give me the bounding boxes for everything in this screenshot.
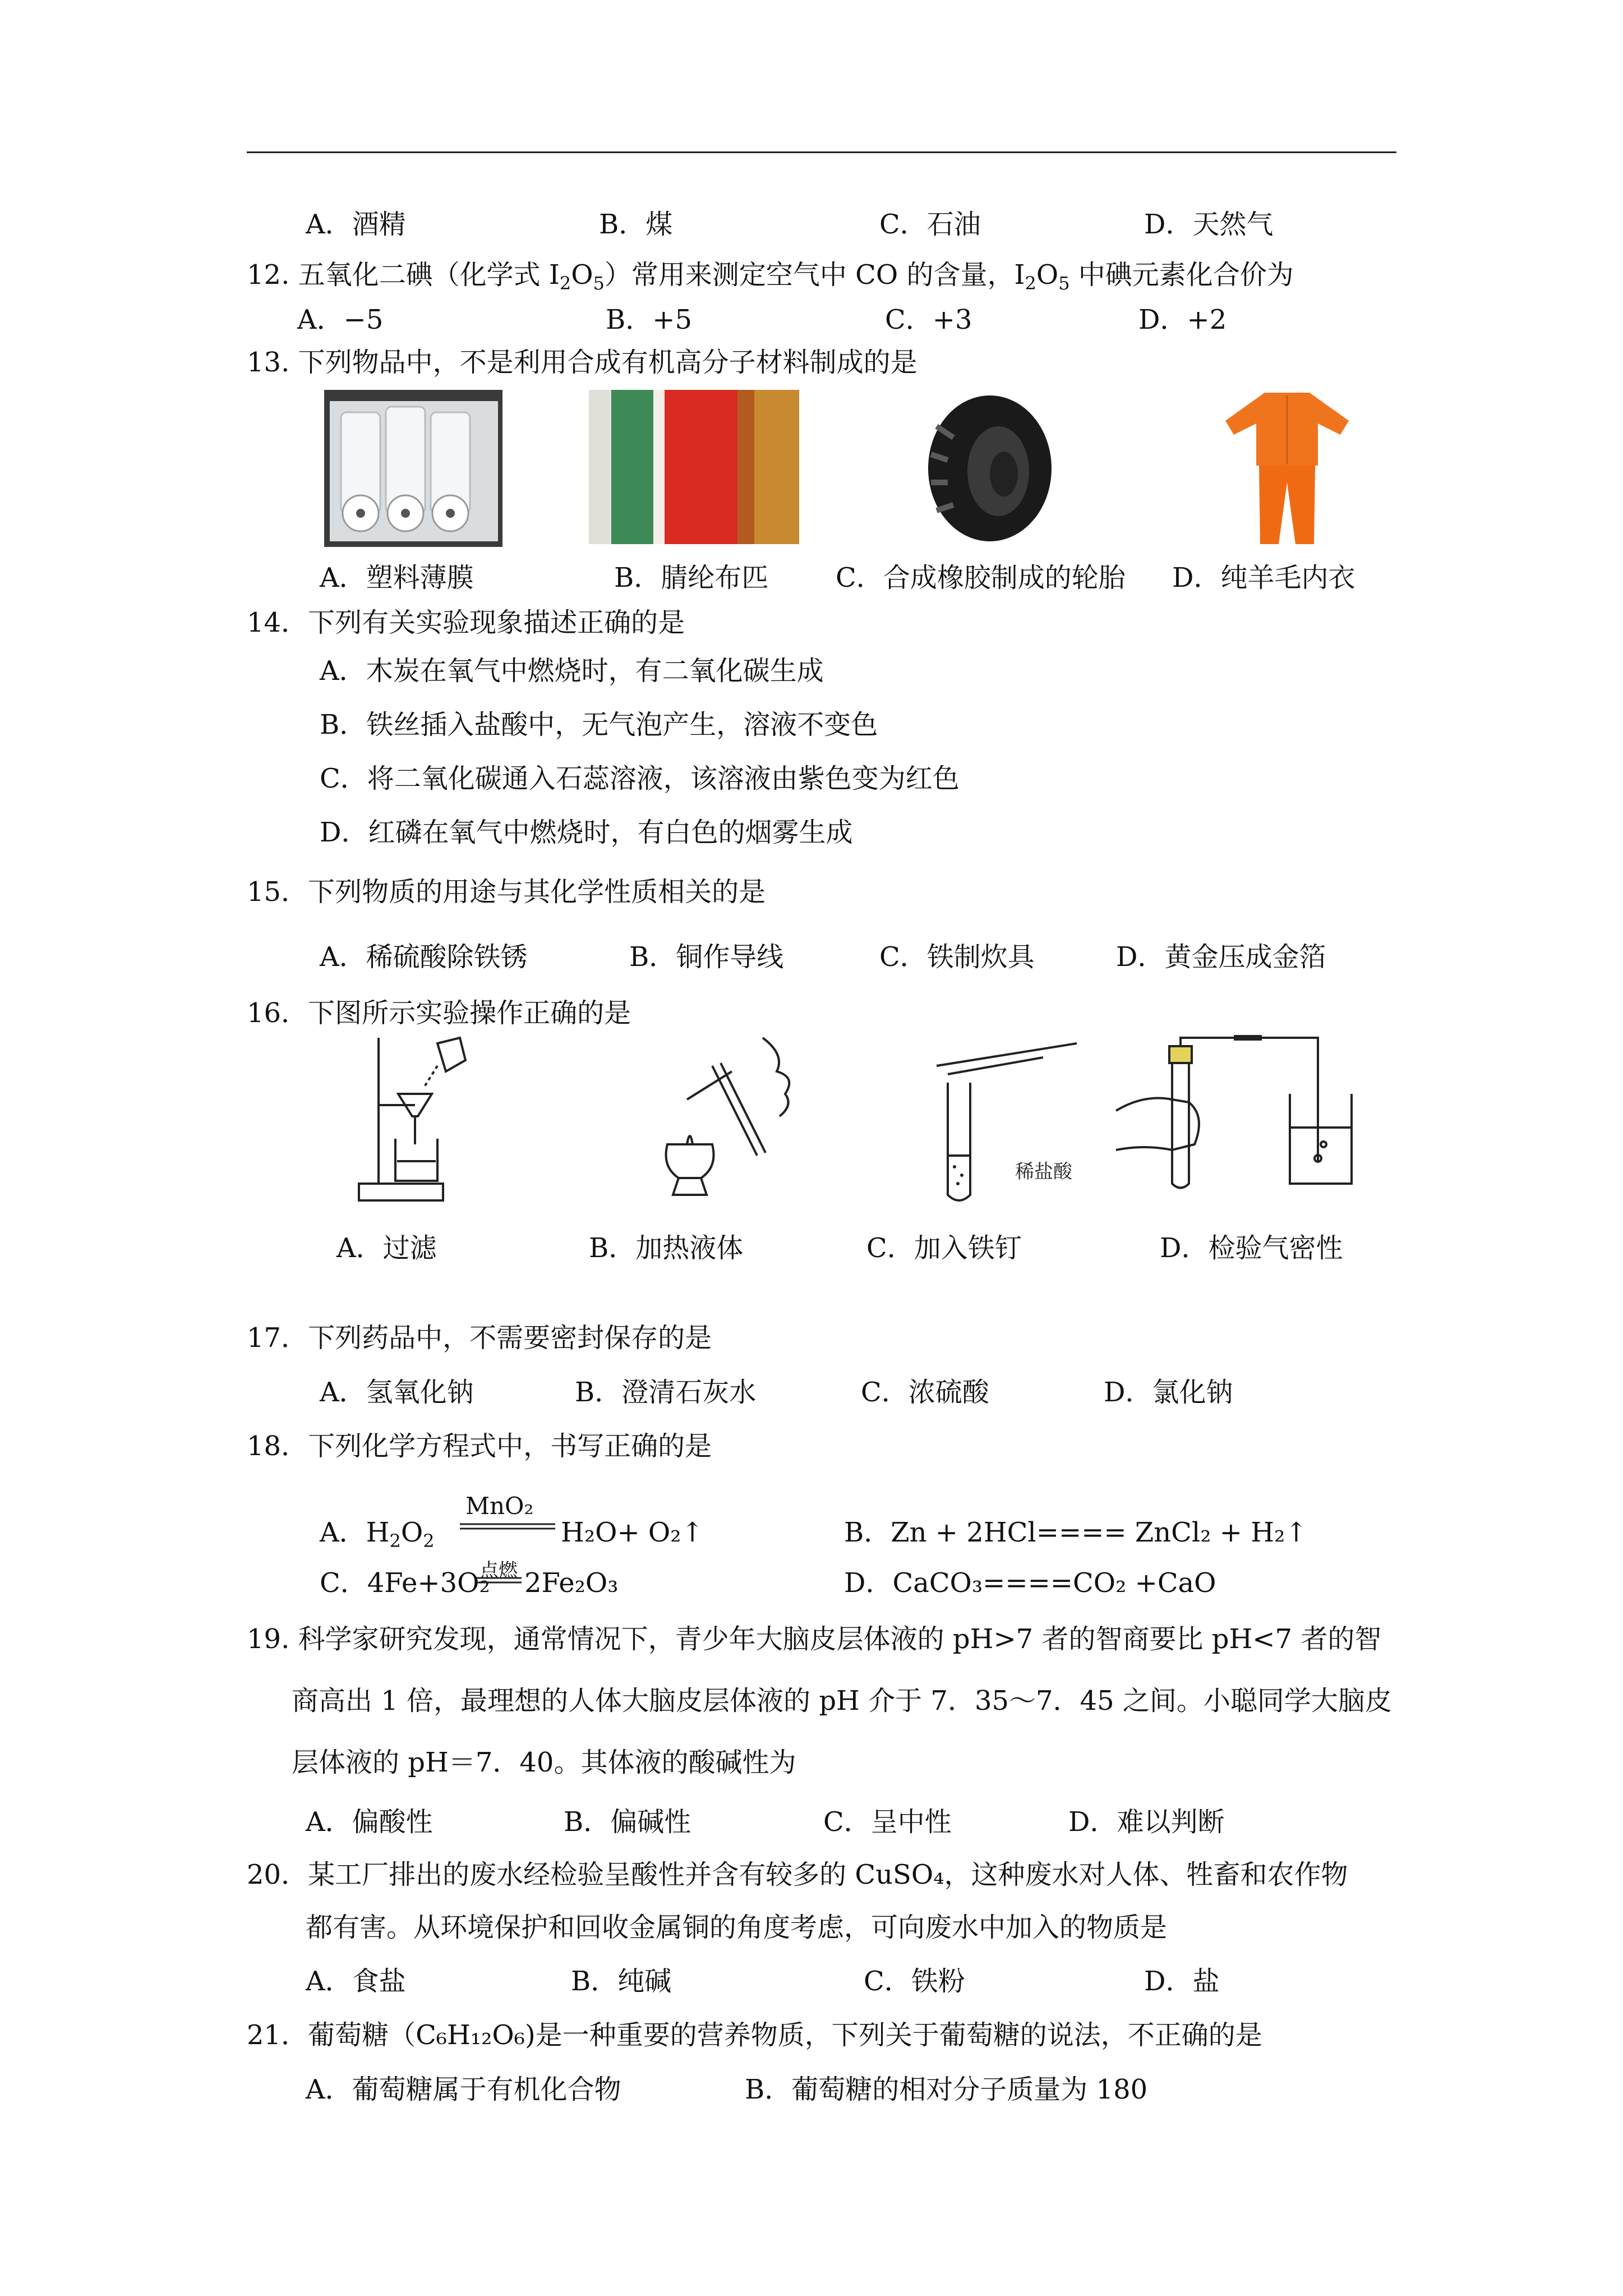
q19-option-d: D．难以判断 <box>1068 1806 1225 1838</box>
q18-a-products: H₂O+ O₂↑ <box>561 1517 704 1548</box>
q19-line-3: 层体液的 pH＝7．40。其体液的酸碱性为 <box>292 1747 796 1778</box>
q14-option-c: C．将二氧化碳通入石蕊溶液，该溶液由紫色变为红色 <box>320 763 960 794</box>
q18-c-equal-sign <box>477 1575 522 1586</box>
q16-option-c: C．加入铁钉 <box>866 1232 1022 1264</box>
q13-option-b: B．腈纶布匹 <box>614 562 769 593</box>
q15-stem: 15．下列物质的用途与其化学性质相关的是 <box>247 876 766 908</box>
wool-underwear-image <box>1214 381 1360 550</box>
q17-option-c: C．浓硫酸 <box>861 1377 989 1408</box>
q12-option-d: D．+2 <box>1138 304 1227 335</box>
q20-option-c: C．铁粉 <box>864 1966 965 1997</box>
q17-option-d: D．氯化钠 <box>1104 1377 1233 1408</box>
q13-stem: 13. 下列物品中，不是利用合成有机高分子材料制成的是 <box>247 347 917 378</box>
q15-option-c: C．铁制炊具 <box>879 941 1035 973</box>
q14-option-b: B．铁丝插入盐酸中，无气泡产生，溶液不变色 <box>320 709 878 740</box>
q11-option-c: C．石油 <box>879 209 981 240</box>
q18-a-catalyst: MnO₂ <box>465 1492 534 1520</box>
q21-stem: 21．葡萄糖（C₆H₁₂O₆)是一种重要的营养物质，下列关于葡萄糖的说法，不正确的是 <box>247 2019 1262 2051</box>
q11-option-b: B．煤 <box>599 209 673 240</box>
q21-option-a: A．葡萄糖属于有机化合物 <box>306 2074 621 2105</box>
q18-option-b: B．Zn + 2HCl==== ZnCl₂ + H₂↑ <box>844 1517 1308 1548</box>
q13-option-c: C．合成橡胶制成的轮胎 <box>836 562 1126 593</box>
q19-line-2: 商高出 1 倍，最理想的人体大脑皮层体液的 pH 介于 7．35～7．45 之间。小聪同学大脑皮 <box>292 1685 1392 1717</box>
q12-option-b: B．+5 <box>606 304 693 335</box>
plastic-film-rolls-image <box>324 390 502 547</box>
q15-option-a: A．稀硫酸除铁锈 <box>320 941 528 973</box>
q18-stem: 18．下列化学方程式中，书写正确的是 <box>247 1430 712 1462</box>
header-rule <box>247 151 1396 153</box>
q19-option-b: B．偏碱性 <box>564 1806 691 1838</box>
q15-option-b: B．铜作导线 <box>629 941 784 973</box>
q18-option-a: A．$H_2O_2$ <box>320 1517 435 1552</box>
q17-option-a: A．氢氧化钠 <box>320 1377 474 1408</box>
q12-stem: 12. 五氧化二碘（化学式 $I_2O_5$）常用来测定空气中 CO 的含量，$I_2O_5$ 中碘元素化合价为 <box>247 259 1294 294</box>
q18-option-c-left: C．4Fe+3O₂ <box>320 1567 490 1599</box>
q19-line-1: 19. 科学家研究发现，通常情况下，青少年大脑皮层体液的 pH>7 者的智商要比 pH<7 者的智 <box>247 1623 1382 1655</box>
q16-option-d: D．检验气密性 <box>1160 1232 1343 1264</box>
q18-option-d: D．CaCO₃====CO₂ +CaO <box>844 1567 1216 1599</box>
q12-option-c: C．+3 <box>885 304 972 335</box>
q17-option-b: B．澄清石灰水 <box>575 1377 757 1408</box>
q13-option-a: A．塑料薄膜 <box>320 562 474 593</box>
filtration-diagram <box>353 1032 477 1206</box>
q11-option-a: A．酒精 <box>306 209 406 240</box>
q15-option-d: D．黄金压成金箔 <box>1116 941 1326 973</box>
dilute-hcl-label: 稀盐酸 <box>1015 1161 1072 1183</box>
q18-c-condition: 点燃 <box>479 1559 518 1582</box>
q13-option-d: D．纯羊毛内衣 <box>1172 562 1355 593</box>
q18-a-equal-sign <box>460 1521 555 1533</box>
q16-stem: 16．下图所示实验操作正确的是 <box>247 997 631 1029</box>
q12-option-a: A．−5 <box>297 304 384 335</box>
q11-option-d: D．天然气 <box>1144 209 1274 240</box>
acrylic-fabric-image <box>589 390 799 544</box>
q18-option-c-right: 2Fe₂O₃ <box>524 1567 619 1599</box>
q16-option-b: B．加热液体 <box>589 1232 744 1264</box>
rubber-tire-image <box>920 393 1060 544</box>
q14-stem: 14．下列有关实验现象描述正确的是 <box>247 607 685 638</box>
q20-line-2: 都有害。从环境保护和回收金属铜的角度考虑，可向废水中加入的物质是 <box>306 1912 1168 1943</box>
q16-option-a: A．过滤 <box>336 1232 437 1264</box>
q20-option-d: D．盐 <box>1144 1966 1220 1997</box>
air-tightness-diagram <box>1110 1032 1363 1195</box>
q19-option-a: A．偏酸性 <box>306 1806 433 1838</box>
q20-line-1: 20．某工厂排出的废水经检验呈酸性并含有较多的 CuSO₄，这种废水对人体、牲畜和农作物 <box>247 1859 1348 1890</box>
q17-stem: 17．下列药品中，不需要密封保存的是 <box>247 1322 712 1354</box>
q19-option-c: C．呈中性 <box>823 1806 952 1838</box>
q20-option-a: A．食盐 <box>306 1966 406 1997</box>
q14-option-d: D．红磷在氧气中燃烧时，有白色的烟雾生成 <box>320 817 853 848</box>
q20-option-b: B．纯碱 <box>571 1966 672 1997</box>
heating-liquid-diagram <box>634 1032 802 1206</box>
adding-iron-nail-diagram <box>931 1038 1082 1206</box>
q21-option-b: B．葡萄糖的相对分子质量为 180 <box>745 2074 1148 2105</box>
q14-option-a: A．木炭在氧气中燃烧时，有二氧化碳生成 <box>320 655 824 687</box>
